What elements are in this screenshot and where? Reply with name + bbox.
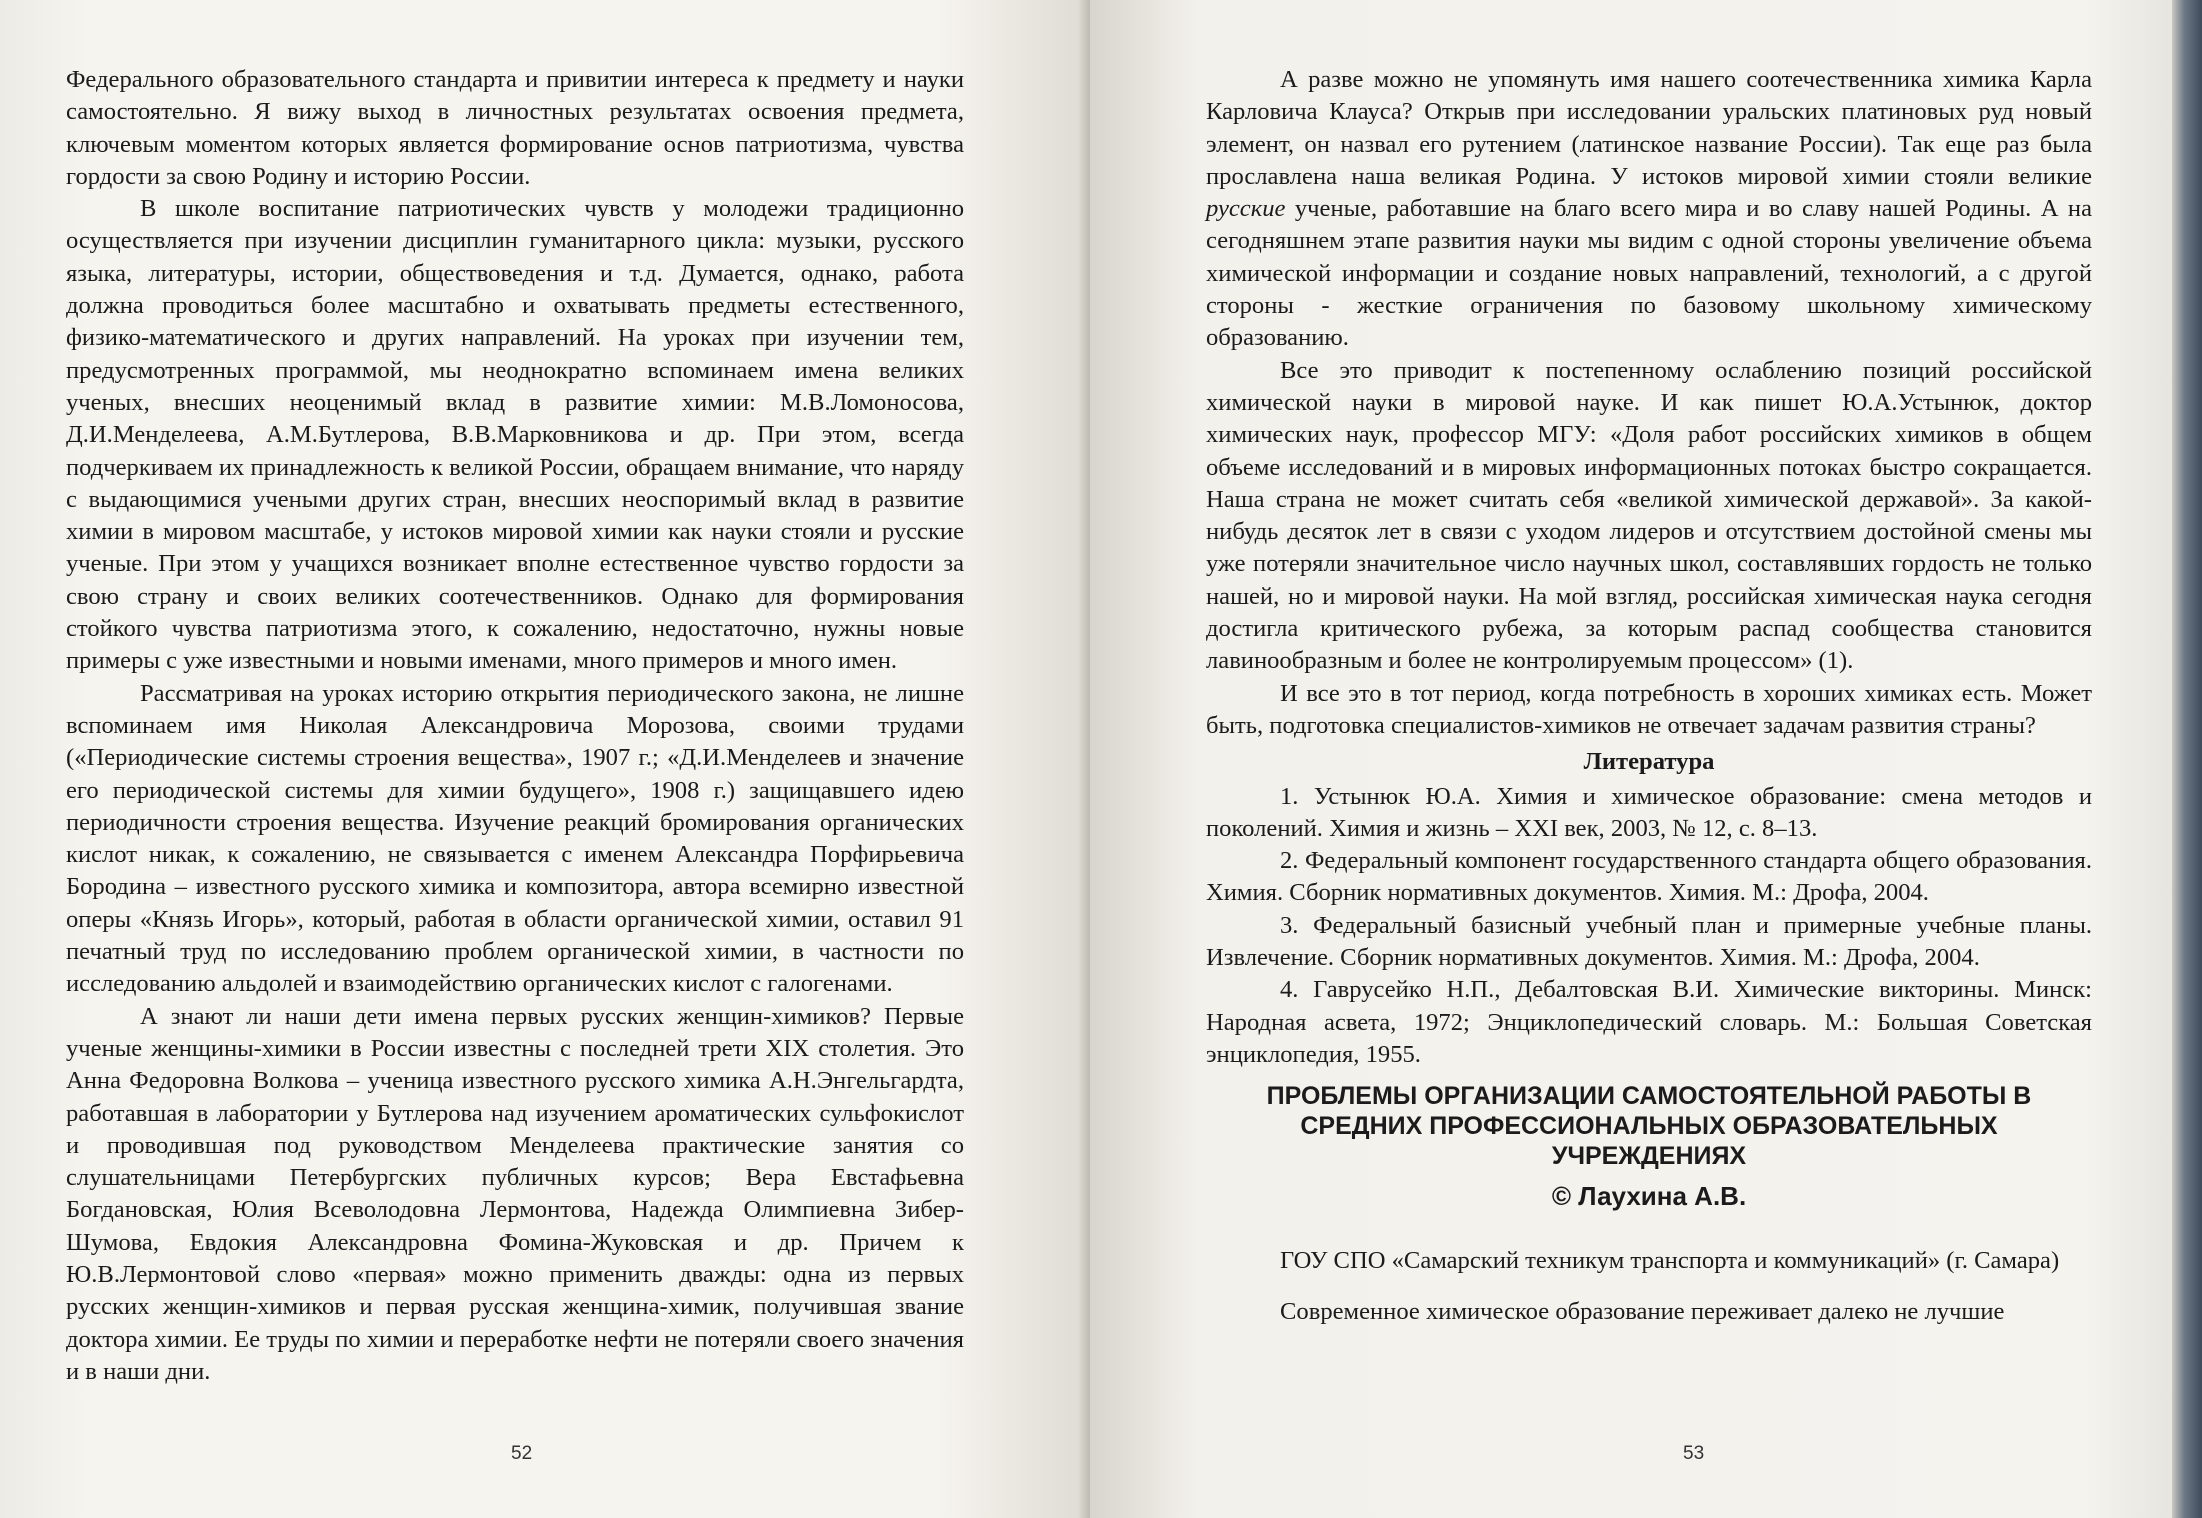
article-title: ПРОБЛЕМЫ ОРГАНИЗАЦИИ САМОСТОЯТЕЛЬНОЙ РАБОТЫ В СРЕДНИХ ПРОФЕССИОНАЛЬНЫХ ОБРАЗОВАТЕЛЬНЫХ УЧРЕЖДЕНИЯХ <box>1266 1082 2032 1171</box>
reference-item: 1. Устынюк Ю.А. Химия и химическое образование: смена методов и поколений. Химия и жизнь – XXI век, 2003, № 12, с. 8–13. <box>1206 782 2092 842</box>
left-page <box>0 0 1090 1518</box>
author-affiliation: ГОУ СПО «Самарский техникум транспорта и коммуникаций» (г. Самара) <box>1280 1247 2060 1275</box>
page-number-left: 52 <box>511 1443 533 1464</box>
article-author: © Лаухина А.В. <box>1551 1181 1747 1212</box>
paragraph: Все это приводит к постепенному ослаблению позиций российской химической науки в мировой науке. И как пишет Ю.А.Устынюк, доктор химических наук, профессор МГУ: «Доля работ российских химиков в общем объеме исследований и в мировых информационных потоках быстро сокращается. Наша страна не может считать себя «великой химической державой». За какой-нибудь десяток лет в связи с уходом лидеров и отсутствием достойной смены мы уже потеряли значительное число научных школ, составлявших гордость не только нашей, но и мировой науки. На мой взгляд, российская химическая наука сегодня достигла критического рубежа, за которым распад сообщества становится лавинообразным и более не контролируемым процессом» (1). <box>1206 356 2092 675</box>
paragraph: Федерального образовательного стандарта и привитии интереса к предмету и науки самостоятельно. Я вижу выход в личностных результатах освоения предмета, ключевым моментом которых является формирование основ патриотизма, чувства гордости за свою Родину и историю России. <box>66 66 964 190</box>
book-edge <box>2172 0 2202 1518</box>
right-page-text <box>1206 64 2092 1328</box>
reference-item: 4. Гаврусейко Н.П., Дебалтовская В.И. Химические викторины. Минск: Народная асвета, 1972; Энциклопедический словарь. М.: Большая Советская энциклопедия, 1955. <box>1206 976 2092 1068</box>
left-page-text <box>66 64 964 1388</box>
paragraph: В школе воспитание патриотических чувств у молодежи традиционно осуществляется при изучении дисциплин гуманитарного цикла: музыки, русского языка, литературы, истории, обществоведения и т.д. Думается, однако, работа должна проводиться более масштабно и охватывать предметы естественного, физико-математического и других направлений. На уроках при изучении тем, предусмотренных программой, мы неоднократно вспоминаем имена великих ученых, внесших неоценимый вклад в развитие химии: М.В.Ломоносова, Д.И.Менделеева, А.М.Бутлерова, В.В.Марковникова и др. При этом, всегда подчеркиваем их принадлежность к великой России, обращаем внимание, что наряду с выдающимися учеными других стран, внесших неоспоримый вклад в развитие химии в мировом масштабе, у истоков мировой химии как науки стояли и русские ученые. При этом у учащихся возникает вполне естественное чувство гордости за свою страну и своих великих соотечественников. Однако для формирования стойкого чувства патриотизма этого, к сожалению, недостаточно, нужны новые примеры с уже известными и новыми именами, много примеров и много имен. <box>66 195 964 675</box>
reference-item: 2. Федеральный компонент государственного стандарта общего образования. Химия. Сборник нормативных документов. Химия. М.: Дрофа, 2004. <box>1206 847 2092 907</box>
paragraph-part: А разве можно не упомянуть имя нашего соотечественника химика Карла Карловича Клауса? Открыв при исследовании уральских платиновых руд новый элемент, он назвал его рутением (латинское название России). Так еще раз была прославлена наша великая Родина. У истоков мировой химии стояли великие <box>1206 66 2092 190</box>
reference-item: 3. Федеральный базисный учебный план и примерные учебные планы. Извлечение. Сборник нормативных документов. Химия. М.: Дрофа, 2004. <box>1206 911 2092 972</box>
paragraph: Рассматривая на уроках историю открытия периодического закона, не лишне вспоминаем имя Николая Александровича Морозова, своими трудами («Периодические системы строения вещества», 1907 г.; «Д.И.Менделеев и значение его периодической системы для химии будущего», 1908 г.) защищавшего идею периодичности строения вещества. Изучение реакций бромирования органических кислот никак, к сожалению, не связывается с именем Александра Порфирьевича Бородина – известного русского химика и композитора, автора всемирно известной оперы «Князь Игорь», который, работая в области органической химии, оставил 91 печатный труд по исследованию проблем органической химии, в частности по исследованию альдолей и взаимодействию органических кислот с галогенами. <box>66 679 964 998</box>
page-number-right: 53 <box>1683 1443 1705 1464</box>
paragraph <box>1206 64 2092 355</box>
references-heading: Литература <box>1583 748 1715 776</box>
paragraph-part: ученые, работавшие на благо всего мира и во славу нашей Родины. А на сегодняшнем этапе развития науки мы видим с одной стороны увеличение объема химической информации и создание новых направлений, технологий, а с другой стороны - жесткие ограничения по базовому школьному химическому образованию. <box>1206 195 2092 352</box>
paragraph: Современное химическое образование переживает далеко не лучшие <box>1280 1297 2005 1325</box>
paragraph: И все это в тот период, когда потребность в хороших химиках есть. Может быть, подготовка специалистов-химиков не отвечает задачам развития страны? <box>1206 679 2092 739</box>
emphasis-text: русские <box>1206 195 1286 223</box>
paragraph: А знают ли наши дети имена первых русских женщин-химиков? Первые ученые женщины-химики в России известны с последней трети XIX столетия. Это Анна Федоровна Волкова – ученица известного русского химика А.Н.Энгельгардта, работавшая в лаборатории у Бутлерова над изучением ароматических сульфокислот и проводившая под руководством Менделеева практические занятия со слушательницами Петербургских публичных курсов; Вера Евстафьевна Богдановская, Юлия Всеволодовна Лермонтова, Надежда Олимпиевна Зибер-Шумова, Евдокия Александровна Фомина-Жуковская и др. Причем к Ю.В.Лермонтовой слово «первая» можно применить дважды: одна из первых русских женщин-химиков и первая русская женщина-химик, получившая звание доктора химии. Ее труды по химии и переработке нефти не потеряли своего значения и в наши дни. <box>66 1002 964 1385</box>
